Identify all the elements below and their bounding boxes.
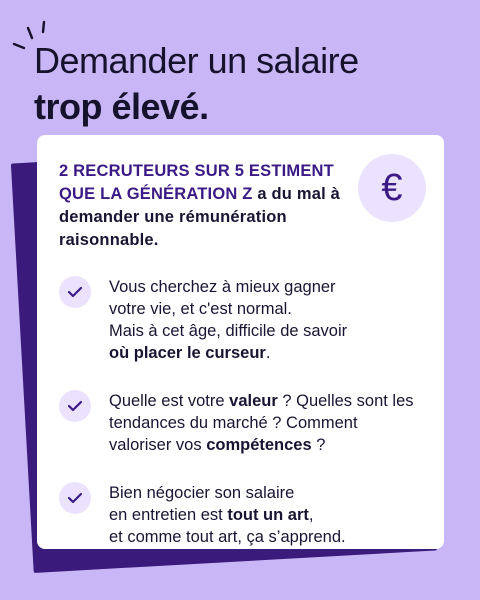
point-2-bold-2: compétences [206,436,312,454]
info-card [37,135,444,549]
point-3-pre: en entretien est [109,506,228,524]
point-2-bold-1: valeur [229,392,278,410]
page-title [34,38,359,130]
point-3-end: , [308,506,314,524]
euro-symbol: € [381,166,403,209]
point-text [109,482,346,548]
point-1-line-1: Vous cherchez à mieux gagner [109,278,336,296]
euro-icon [358,154,426,222]
points-list [59,276,422,548]
list-item [59,276,422,364]
intro-rest: a du mal à demander une rémunération raisonnable. [59,185,341,249]
card-intro [59,160,422,252]
check-icon [59,482,91,514]
point-text [109,276,347,364]
check-icon [59,390,91,422]
intro-highlight: 2 RECRUTEURS SUR 5 ESTIMENT QUE LA GÉNÉRATION Z [59,162,334,203]
point-2-mid: ? Quelles sont les tendances du marché ? Comment valoriser vos [109,392,414,454]
title-line-2: trop élevé. [34,86,209,127]
point-1-end: . [265,344,271,362]
point-3-line-1: Bien négocier son salaire [109,484,295,502]
point-3-bold: tout un art [227,506,309,524]
list-item [59,390,422,456]
title-line-1: Demander un salaire [34,40,359,81]
point-2-end: ? [311,436,326,454]
point-1-line-3: Mais à cet âge, difficile de savoir [109,322,348,340]
point-1-bold: où placer le curseur [109,344,266,362]
list-item [59,482,422,548]
point-1-line-2: votre vie, et c'est normal. [109,300,292,318]
check-icon [59,276,91,308]
intro-text [59,160,358,252]
point-2-pre: Quelle est votre [109,392,230,410]
point-text [109,390,422,456]
point-3-line-3: et comme tout art, ça s’apprend. [109,528,346,546]
